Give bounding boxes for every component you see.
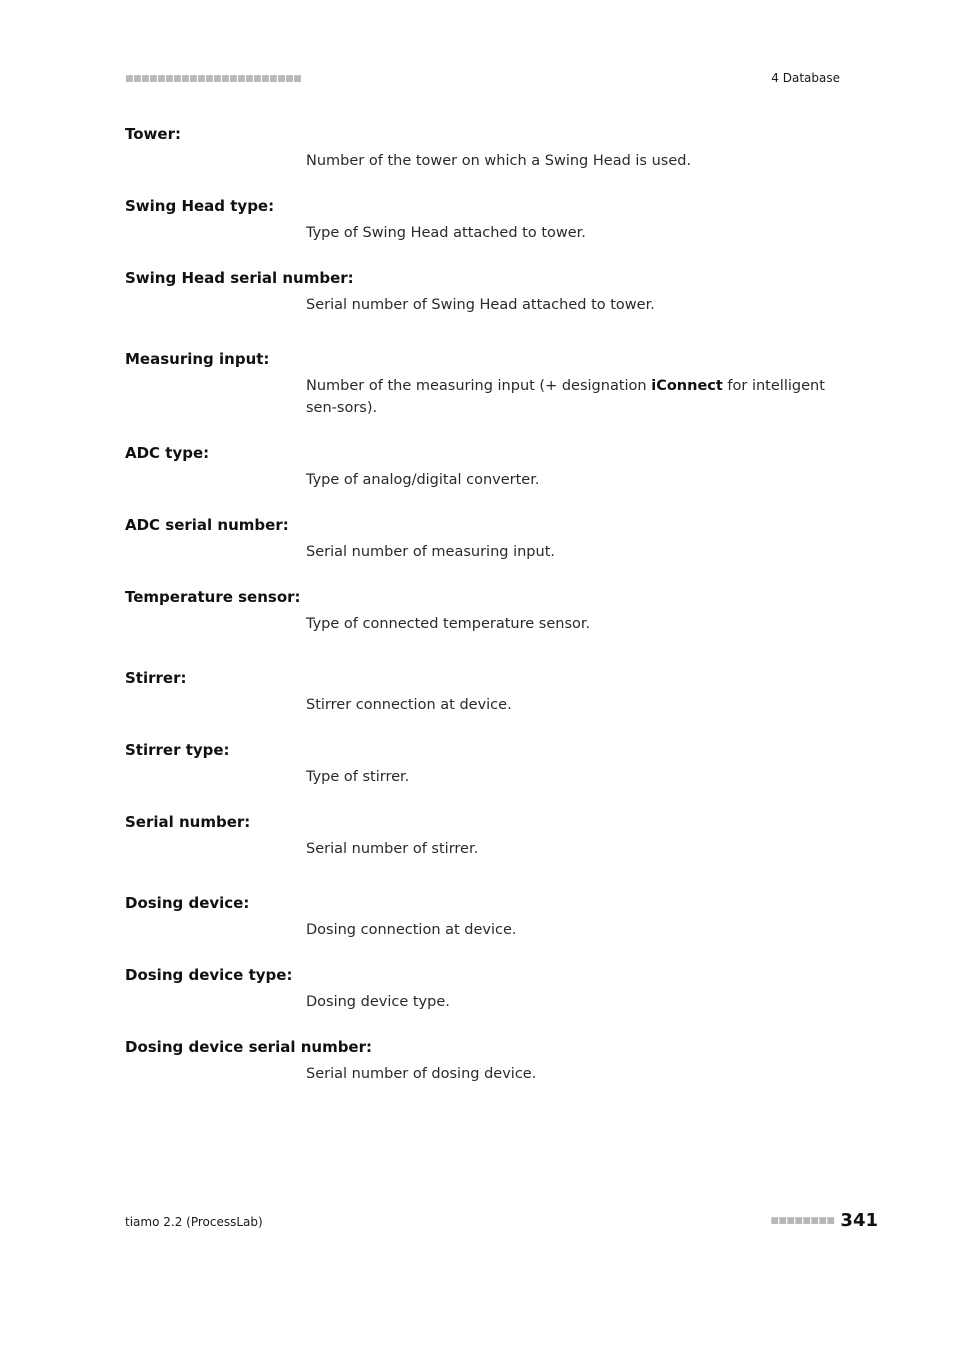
definition-entry bbox=[125, 267, 841, 316]
definition-text: Number of the measuring input (+ designation bbox=[306, 378, 652, 394]
definition-entry bbox=[125, 442, 841, 491]
term-label: Serial number: bbox=[125, 813, 251, 831]
definition-entry bbox=[125, 123, 841, 172]
dosing-device-group bbox=[125, 892, 841, 1085]
definition-entry bbox=[125, 586, 841, 635]
term-definition: Number of the tower on which a Swing Head is used. bbox=[306, 153, 692, 169]
term-definition: Type of Swing Head attached to tower. bbox=[306, 225, 586, 241]
footer-page-info bbox=[770, 1210, 878, 1231]
term-label: ADC serial number: bbox=[125, 516, 289, 534]
definition-entry bbox=[125, 964, 841, 1013]
term-definition bbox=[306, 375, 841, 419]
term-label: ADC type: bbox=[125, 444, 210, 462]
measuring-input-group bbox=[125, 348, 841, 635]
term-label: Dosing device: bbox=[125, 894, 250, 912]
definition-list bbox=[125, 123, 841, 1117]
term-definition: Type of stirrer. bbox=[306, 769, 410, 785]
footer-decoration: ■■■■■■■■ bbox=[770, 1215, 835, 1226]
definition-entry bbox=[125, 195, 841, 244]
definition-entry bbox=[125, 739, 841, 788]
term-definition: Serial number of Swing Head attached to tower. bbox=[306, 297, 655, 313]
term-label: Swing Head serial number: bbox=[125, 269, 354, 287]
term-definition: Serial number of stirrer. bbox=[306, 841, 479, 857]
term-definition: Dosing device type. bbox=[306, 994, 450, 1010]
term-label: Measuring input: bbox=[125, 350, 270, 368]
definition-entry bbox=[125, 348, 841, 419]
term-label: Swing Head type: bbox=[125, 197, 275, 215]
definition-entry bbox=[125, 892, 841, 941]
term-label: Stirrer type: bbox=[125, 741, 230, 759]
term-label: Tower: bbox=[125, 125, 181, 143]
definition-text: for intelligent sen-sors). bbox=[306, 378, 825, 416]
footer-product-name: tiamo 2.2 (ProcessLab) bbox=[125, 1215, 263, 1229]
term-definition: Dosing connection at device. bbox=[306, 922, 517, 938]
page-number: 341 bbox=[840, 1210, 878, 1231]
definition-entry bbox=[125, 514, 841, 563]
term-definition: Serial number of measuring input. bbox=[306, 544, 555, 560]
term-definition: Type of connected temperature sensor. bbox=[306, 616, 591, 632]
header-section-title: 4 Database bbox=[771, 71, 840, 85]
term-definition: Type of analog/digital converter. bbox=[306, 472, 540, 488]
header-decoration: ■■■■■■■■■■■■■■■■■■■■■■ bbox=[125, 74, 302, 84]
term-definition: Stirrer connection at device. bbox=[306, 697, 512, 713]
definition-entry bbox=[125, 811, 841, 860]
term-label: Dosing device serial number: bbox=[125, 1038, 373, 1056]
definition-emphasis: iConnect bbox=[651, 378, 723, 394]
definition-entry bbox=[125, 667, 841, 716]
term-definition: Serial number of dosing device. bbox=[306, 1066, 537, 1082]
term-label: Stirrer: bbox=[125, 669, 187, 687]
stirrer-group bbox=[125, 667, 841, 860]
term-label: Dosing device type: bbox=[125, 966, 293, 984]
definition-entry bbox=[125, 1036, 841, 1085]
tower-group bbox=[125, 123, 841, 316]
term-label: Temperature sensor: bbox=[125, 588, 301, 606]
